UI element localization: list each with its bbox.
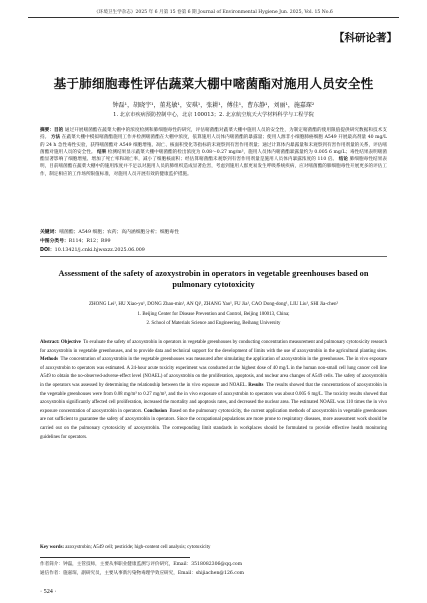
results-zh-label: 结果	[97, 149, 107, 155]
footnote-author: 作者简介：钟磊，主管技师，主要从事职业健康监测与评价研究，Email：3518082306@qq.com	[40, 562, 243, 567]
keywords-zh	[40, 228, 179, 235]
abstract-en	[40, 339, 387, 442]
clc-zh	[40, 237, 111, 244]
clc-zh-label: 中图分类号：	[40, 239, 69, 244]
objective-en: To evaluate the safety of azoxystrobin in operators in vegetable greenhouses by conducting concentration measurement and pulmonary cytotoxicity research for azoxystrobin in vegetable greenhouses, and to provide data and technical support for the development of limits with the use of azoxystrobin in the agricultural planting sites.	[40, 340, 387, 354]
abstract-zh	[40, 127, 387, 178]
objective-en-label: Objective	[60, 340, 81, 345]
running-head: 《环境卫生学杂志》2025 年 6 月第 15 卷第 6 期 Journal of Environmental Hygiene Jun. 2025, Vol. 15 No.6	[94, 10, 333, 15]
objective-zh: 通过开展嘧菌酯在蔬菜大棚中的浓度检测和肺细胞毒性的研究，评估嘧菌酯对蔬菜大棚中施用人员的安全性，为制定嘧菌酯的使用限值提供研究数据和技术支持。	[40, 128, 387, 141]
conclusion-en: Based on the pulmonary cytotoxicity, the current application methods of azoxystrobin in vegetable greenhouses are not sufficient to guarantee the safety of azoxystrobin in operators. Since the occupational populations are more prone to respiratory diseases, more assessment work should be carried out on the pulmonary cytotoxicity of azoxystrobin. The corresponding limit standards in workplaces should be formulated to provide effective health monitoring guidelines for operators.	[40, 408, 388, 440]
methods-en: The concentration of azoxystrobin in the vegetable greenhouses was measured after simulating the application of azoxystrobin in the greenhouses. The in vivo exposure of azoxystrobin to operators was estimated. A 24-hour acute toxicity experiment was conducted at the highest dose of 40 mg/L in the human non-small cell lung cancer cell line A549 to obtain the no-observed-adverse-effect level (NOAEL) of azoxystrobin on the proliferation, apoptosis, and nuclear area changes of A549 cells. The safety of azoxystrobin in the operators was assessed by determining the relationship between the in vivo exposure and NOAEL.	[40, 357, 387, 388]
methods-zh: 在蔬菜大棚中模拟嘧菌酯施用工作并检测嘧菌酯在大棚中浓度，依算施用人员体内嘧菌酯的暴露量；使用人源非小细胞肺癌细胞 A549 开展最高剂量 40 mg/L 的 24 h 急性毒性实验，获得嘧菌酯对 A549 细胞增殖、凋亡、核面积变化等指标的未观察到有害作用剂量；通过计算体内暴露量和未观察到有害作用剂量的关系，评估嘧菌酯对施用人员的安全性。	[40, 135, 387, 155]
affiliation-en-1: 1. Beijing Center for Disease Prevention and Control, Beijing 100013, China;	[137, 312, 290, 317]
footnote-rule	[40, 557, 190, 558]
doi-zh-label: DOI：	[40, 248, 55, 253]
title-zh: 基于肺细胞毒性评估蔬菜大棚中嘧菌酯对施用人员安全性	[53, 76, 374, 91]
objective-zh-label: 目的	[54, 128, 64, 133]
conclusion-en-label: Conclusion	[143, 408, 167, 414]
keywords-zh-value: 嘧菌酯；A549 细胞；农药；高内涵细胞分析；细胞毒性	[59, 230, 179, 235]
results-en-label: Results	[248, 382, 264, 388]
doi-zh-value: 10.13421/j.cnki.hjwsxzz.2025.06.009	[54, 248, 145, 253]
abstract-en-label: Abstract:	[40, 340, 60, 345]
title-en: Assessment of the safety of azoxystrobin in operators in vegetable greenhouses based on pulmonary cytotoxicity	[58, 269, 369, 289]
affiliation-zh: 1. 北京市疾病预防控制中心，北京 100013；2. 北京航空航天大学材料科学与工程学院	[113, 112, 314, 118]
authors-en: ZHONG Lei¹, HU Xiao-yu¹, DONG Zhao-min¹, AN Qi¹, ZHANG Yao¹, FU Jia¹, CAO Dong-dong¹, LIU Liu¹, SHI Jia-chen²	[88, 302, 339, 307]
footnote-corresponding: 通信作者：施嘉琛，副研究员，主要从事新污染物毒理学效应研究，Email：shijiachen@126.com	[40, 571, 244, 576]
abstract-zh-label: 摘要：	[40, 128, 55, 133]
keywords-en	[40, 545, 387, 550]
page-number: · 524 ·	[40, 588, 57, 595]
authors-zh: 钟磊¹，胡晓宇¹，董兆敏¹，安琪¹，张耕¹，傅佳¹，曹东静¹，刘丽¹，施嘉琛²	[112, 102, 315, 109]
methods-en-label: Methods	[40, 357, 59, 363]
section-tag: 【科研论著】	[334, 32, 397, 44]
keywords-en-value: azoxystrobin; A549 cell; pesticide; high-content cell analysis; cytotoxicity	[65, 545, 211, 550]
methods-zh-label: 方法	[50, 135, 61, 141]
results-zh: 检测结果显示蔬菜大棚中嘧菌酯的检出浓度为 0.08～0.27 mg/m³，施用人员体内嘧菌酯暴露量约为 0.005 6 mg/L；毒性结果表明嘧菌酯显著影响了细胞增殖、增加了死亡率和凋亡率，减小了细胞核面积；经估算嘧菌酯未观察到有害作用剂量是施用人员体内暴露浓度的 110 倍。	[40, 149, 387, 162]
conclusion-zh: 肺细胞毒性结果表明，目前嘧菌酯在蔬菜大棚中的施用浓度并不足以对施用人员的肺组织造成显著危害，考虑到施用人群更易发生呼吸系统疾病，应对嘧菌酯的肺细胞毒性开展更多的评估工作，制定相应的工作场所限值标准，对施用人员开展有效的健康监护措施。	[40, 157, 387, 177]
keywords-en-label: Key words:	[40, 545, 65, 550]
doi-zh	[40, 246, 145, 253]
results-en: The results showed that the concentrations of azoxystrobin in the vegetable greenhouses were from 0.08 mg/m³ to 0.27 mg/m³, and the in vivo exposure of azoxystrobin to operators was about 0.005 6 mg/L. The toxicity results showed that azoxystrobin significantly affected cell proliferation, increased the mortality and apoptosis rates, and decreased the nuclear area. The estimated NOAEL was 110 times the in vivo exposure concentration of azoxystrobin in operators.	[40, 382, 388, 414]
clc-zh-value: R114；R12；R99	[68, 239, 111, 244]
conclusion-zh-label: 结论	[338, 157, 349, 162]
affiliation-en-2: 2. School of Materials Science and Engineering, Beihang University	[146, 321, 281, 326]
header-rule	[28, 17, 399, 18]
section-divider	[40, 256, 387, 257]
keywords-zh-label: 关键词：	[40, 230, 60, 235]
